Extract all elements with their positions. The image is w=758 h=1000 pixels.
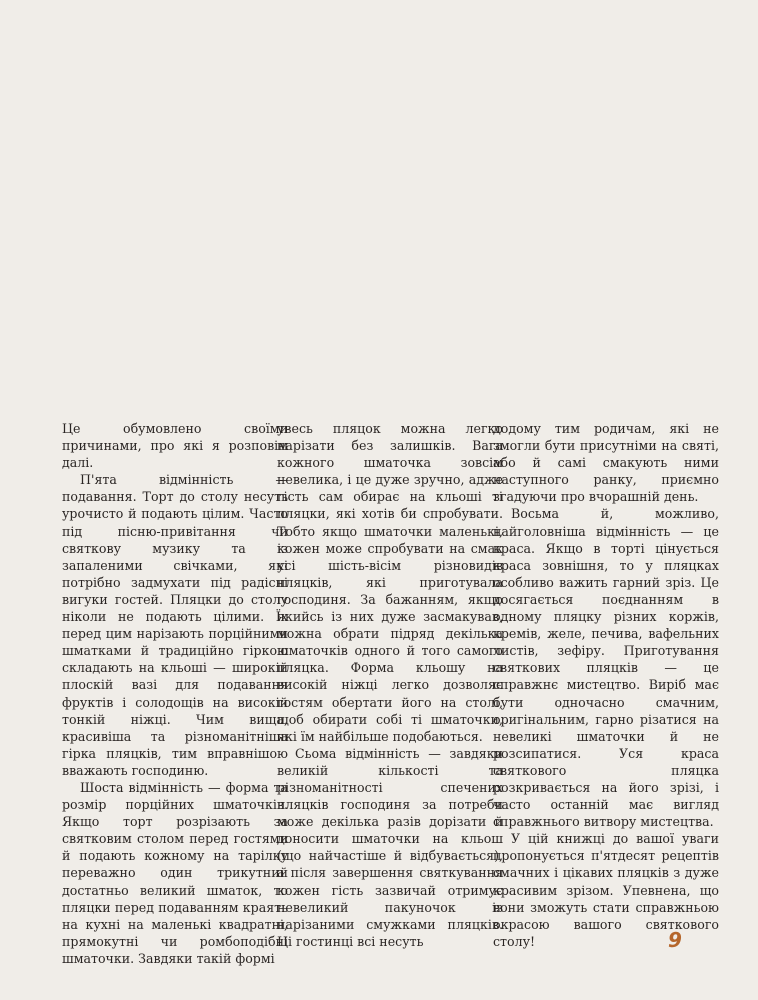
paragraph: Восьма й, можливо, найголовніша відмінність — це краса. Якщо в торті цінується краса зовнішня, то у пляцках особливо важить гарний зріз. Це досягається поєднанням в одному пляцку різних коржів, кремів, желе, печива, вафельних листів, зефіру. Приготування святкових пляцків — це справжнє мистецтво. Виріб має бути одночасно смачним, оригінальним, гарно різатися на невеликі шматочки й не розсипатися. Уся краса святкового пляцка розкривається на його зрізі, і часто останній має вигляд справжнього витвору мистецтва. <box>493 506 719 830</box>
paragraph: додому тим родичам, які не змогли бути присутніми на святі, або й самі смакують ними наступного ранку, приємно згадуючи про вчорашній день. <box>493 421 719 505</box>
paragraph: У цій книжці до вашої уваги пропонується п'ятдесят рецептів смачних і цікавих пляцків з дуже красивим зрізом. Упевнена, що вони зможуть стати справжньою окрасою вашого святкового столу! <box>493 831 719 949</box>
paragraph: Шоста відмінність — форма та розмір порційних шматочків. Якщо торт розрізають за святковим столом перед гостями й подають кожному на тарілку переважно один трикутний достатньо великий шматок, то пляцки перед подаванням краять на кухні на маленькі квадратні, прямокутні чи ромбоподібні шматочки. Завдяки такій формі <box>62 779 288 966</box>
page-number: 9 <box>668 928 682 952</box>
paragraph: П'ята відмінність — подавання. Торт до столу несуть урочисто й подають цілим. Часто під пісню-привітання чи святкову музику та із запаленими свічками, які потрібно задмухати під радісні вигуки гостей. Пляцки до столу ніколи не подають цілими. Їх перед цим нарізають порційними шматками й традиційно гіркою складають на кльоші — широкій плоскій вазі для подавання фруктів і солодощів на високій тонкій ніжці. Чим вища, красивіша та різноманітніша гірка пляцків, тим вправнішою вважають господиню. <box>62 472 288 778</box>
paragraph: Це обумовлено своїми причинами, про які я розповім далі. <box>62 421 288 471</box>
text-column-2 <box>277 420 503 950</box>
paragraph: увесь пляцок можна легко нарізати без залишків. Вага кожного шматочка зовсім невелика, і це дуже зручно, адже гість сам обирає на кльоші ті пляцки, які хотів би спробувати. Тобто якщо шматочки маленькі, кожен може спробувати на смак усі шість-вісім різновидів пляцків, які приготувала господиня. За бажанням, якщо якийсь із них дуже засмакував, можна обрати підряд декілька шматочків одного й того самого пляцка. Форма кльошу на високій ніжці легко дозволяє гостям обертати його на столі, щоб обирати собі ті шматочки, які їм найбільше подобаються. <box>277 421 503 744</box>
text-column-3 <box>493 420 719 950</box>
text-column-1 <box>62 420 288 967</box>
paragraph: Сьома відмінність — завдяки великій кількості та різноманітності спечених пляцків господиня за потреби може декілька разів дорізати й доносити шматочки на кльош (що найчастіше й відбувається), а після завершення святкування кожен гість зазвичай отримує невеликий пакуночок із нарізаними смужками пляцків. Ці гостинці всі несуть <box>277 745 503 949</box>
